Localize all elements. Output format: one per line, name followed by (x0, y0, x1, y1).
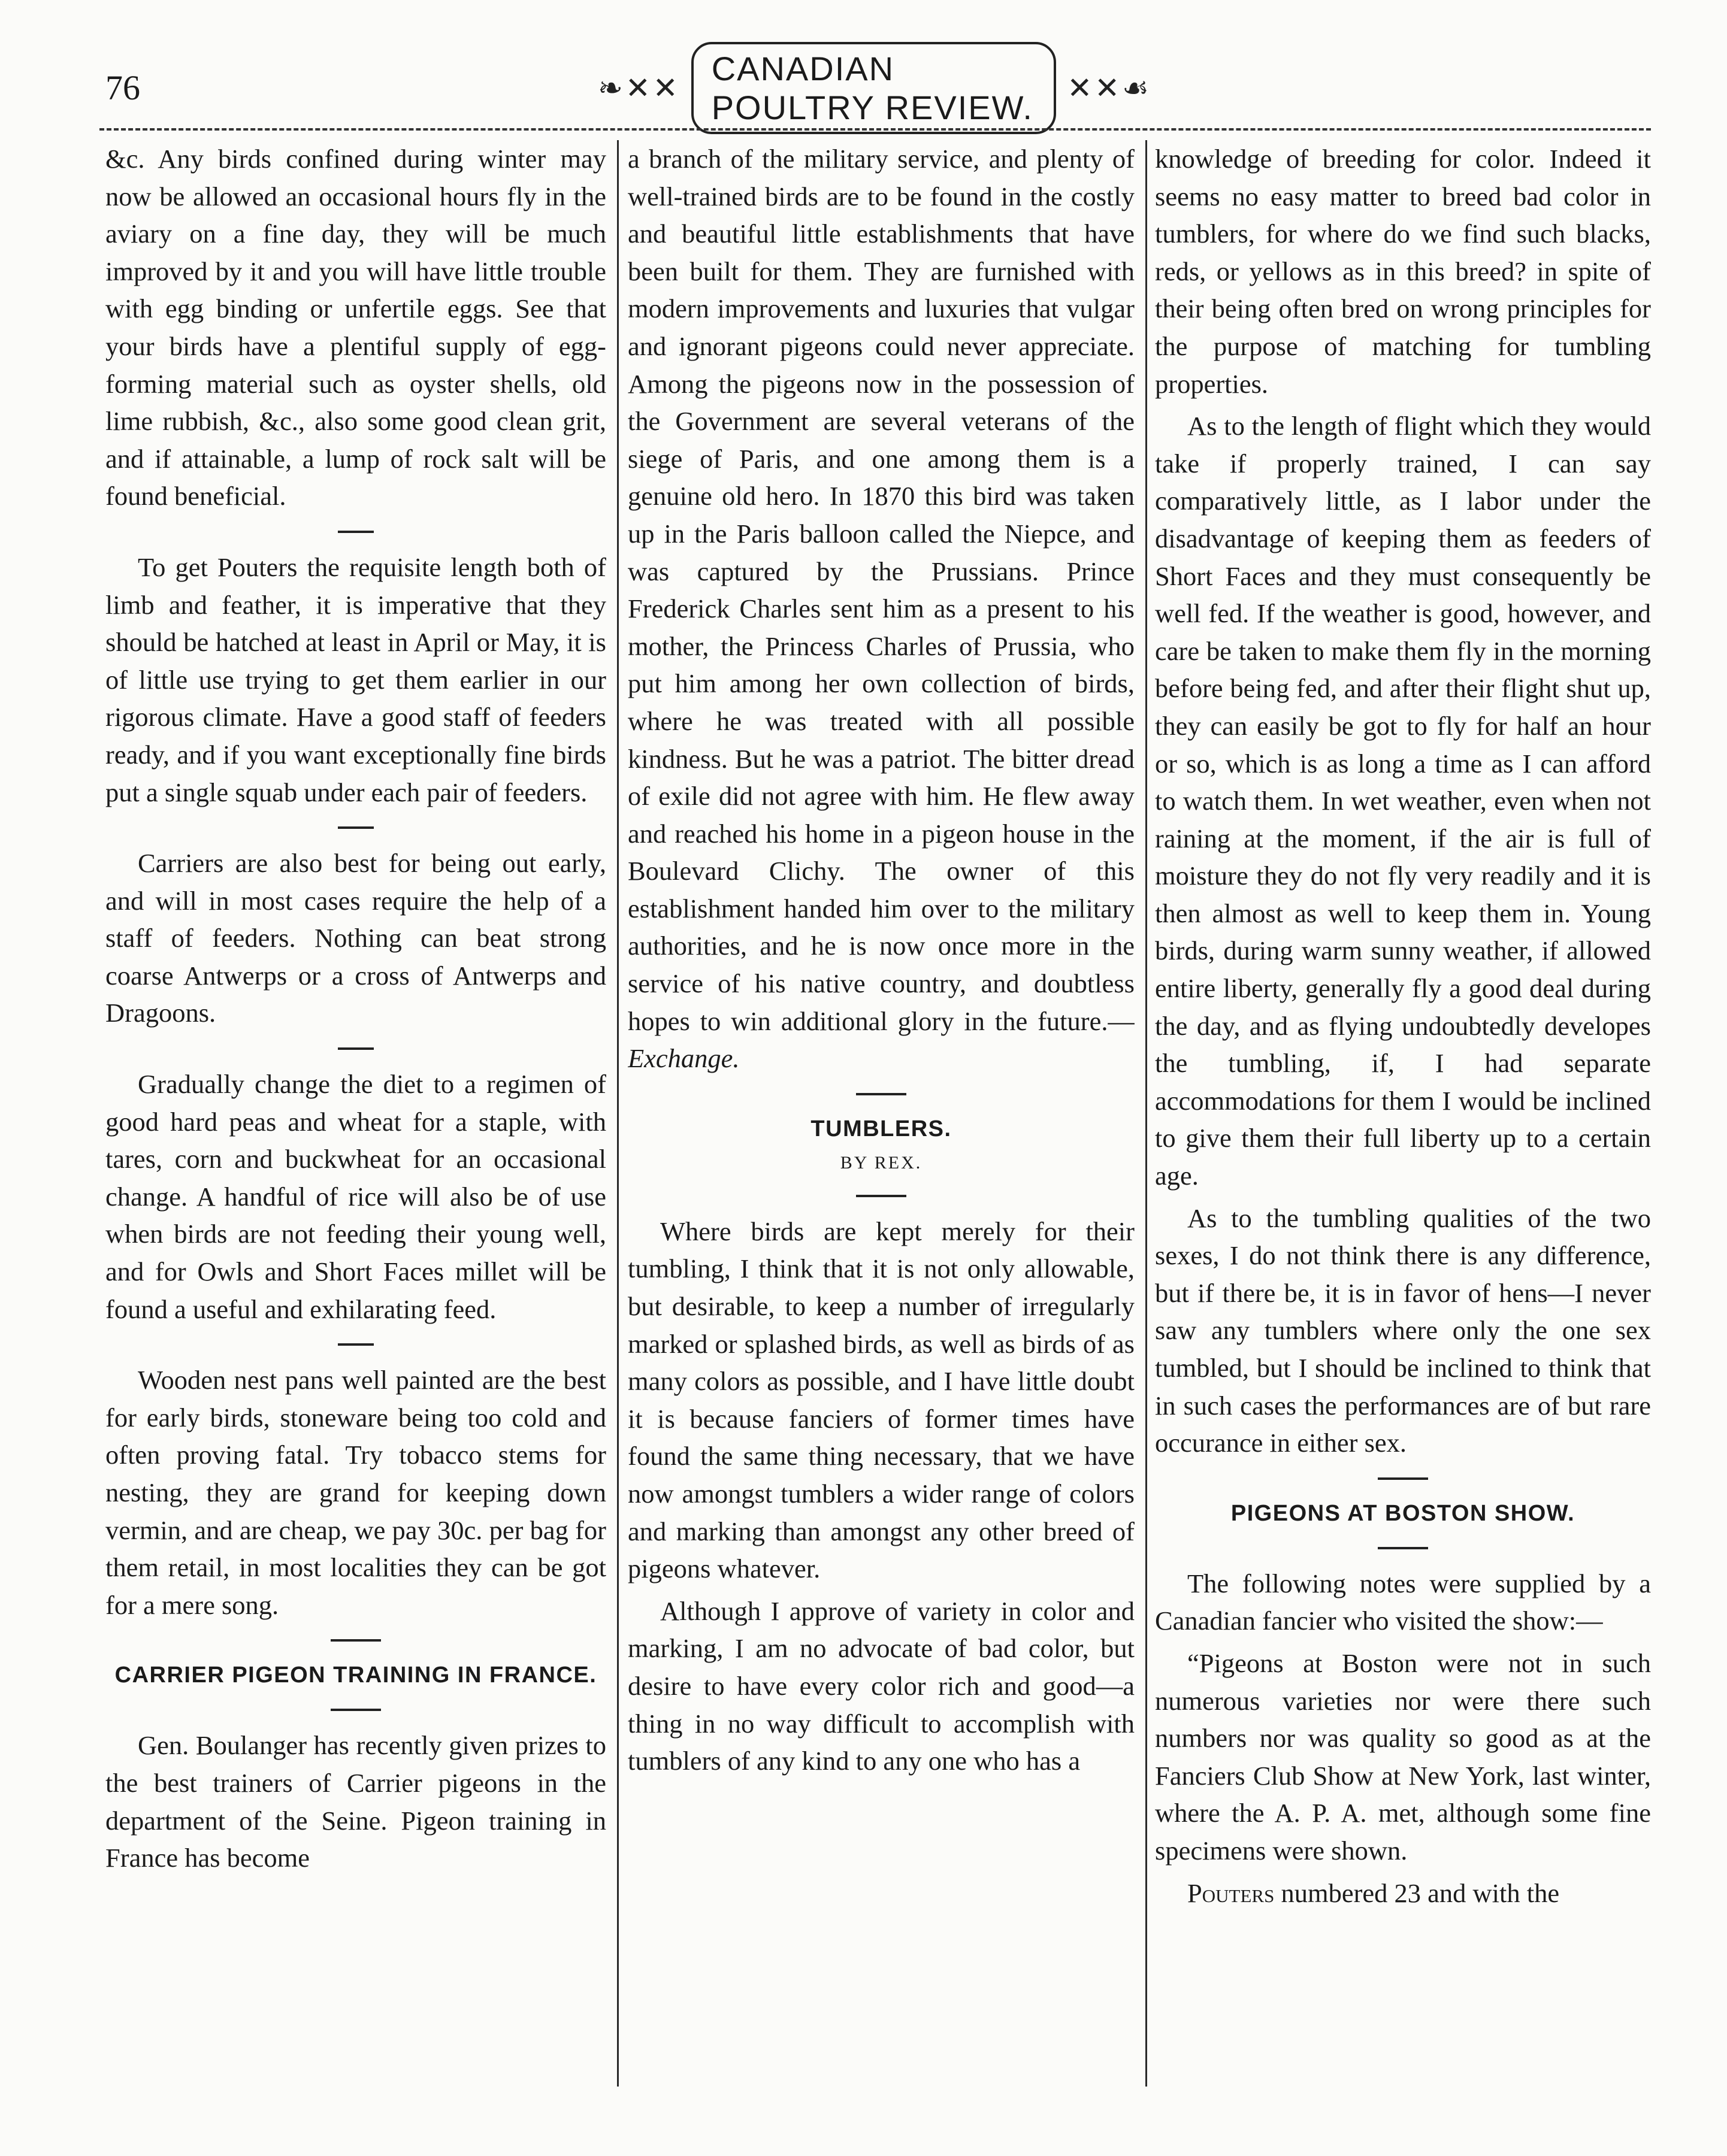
masthead-ornament-left: ❧✕✕ (598, 71, 680, 105)
section-separator (338, 1047, 374, 1050)
section-separator (1378, 1477, 1428, 1480)
page-number: 76 (105, 68, 140, 107)
paragraph: As to the length of flight which they would take if properly trained, I can say comparatively little, as I labor under the disadvantage of keeping them as feeders of Short Faces and they must consequently be well fed. If the weather is good, however, and care be taken to make them fly in the morning before being fed, and after their flight shut up, they can easily be got to fly for half an hour or so, which is as long a time as I can afford to watch them. In wet weather, even when not raining at the moment, if the air is full of moisture they do not fly very readily and it is then almost as well to keep them in. Young birds, during warm sunny weather, if allowed entire liberty, generally fly a good deal during the day, and as flying undoubtedly developes the tumbling, if, I had separate accommodations for them I would be inclined to give them their full liberty up to a certain age. (1155, 411, 1651, 1191)
paragraph: “Pigeons at Boston were not in such numerous varieties nor were there such numbers nor was quality so good as at the Fanciers Club Show at New York, last winter, where the A. P. A. met, although some fine specimens were shown. (1155, 1648, 1651, 1866)
paragraph: To get Pouters the requisite length both of limb and feather, it is imperative that they should be hatched at least in April or May, it is of little use trying to get them earlier in our rigorous climate. Have a good staff of feeders ready, and if you want exceptionally fine birds put a single squab under each pair of feeders. (105, 552, 606, 807)
masthead (587, 50, 1162, 126)
paragraph: Gen. Boulanger has recently given prizes to the best trainers of Carrier pigeons in the department of the Seine. Pigeon training in France has become (105, 1730, 606, 1873)
source-credit: Exchange. (628, 1043, 740, 1074)
publication-title: CANADIAN POULTRY REVIEW. (691, 42, 1057, 134)
byline: BY REX. (840, 1152, 923, 1173)
paragraph: Wooden nest pans well painted are the best for early birds, stoneware being too cold and often proving fatal. Try tobacco stems for nesting, they are grand for keeping down vermin, and are cheap, we pay 30c. per bag for them retail, in most localities they can be got for a mere song. (105, 1365, 606, 1620)
paragraph (1155, 1875, 1651, 1912)
section-separator (1378, 1547, 1428, 1549)
section-separator (331, 1709, 381, 1711)
paragraph-gap (628, 1588, 1135, 1592)
section-separator (338, 826, 374, 829)
paragraph-gap (1155, 1870, 1651, 1875)
paragraph: Gradually change the diet to a regimen of good hard peas and wheat for a staple, with tares, corn and buckwheat for an occasional change. A handful of rice will also be of use when birds are not feeding their young well, and for Owls and Short Faces millet will be found a useful and exhilarating feed. (105, 1069, 606, 1324)
column-divider (1145, 140, 1147, 2087)
column-1 (105, 140, 606, 2128)
section-separator (856, 1093, 906, 1095)
paragraph-gap (1155, 1195, 1651, 1200)
article-heading: PIGEONS AT BOSTON SHOW. (1230, 1500, 1575, 1526)
paragraph: Carriers are also best for being out early, and will in most cases require the help of a staff of feeders. Nothing can beat strong coarse Antwerps or a cross of Antwerps and Dragoons. (105, 848, 606, 1028)
paragraph-text: numbered 23 and with the (1274, 1878, 1560, 1908)
paragraph-gap (1155, 402, 1651, 407)
paragraph: &c. Any birds confined during winter may now be allowed an occasional hours fly in the aviary on a fine day, they will be much improved by it and you will have little trouble with egg binding or unfertile eggs. See that your birds have a plentiful supply of egg-forming material such as oyster shells, old lime rubbish, &c., also some good clean grit, and if attainable, a lump of rock salt will be found beneficial. (105, 144, 606, 511)
paragraph-gap (1155, 1640, 1651, 1645)
article-heading: CARRIER PIGEON TRAINING IN FRANCE. (114, 1663, 597, 1688)
paragraph: Although I approve of variety in color and marking, I am no advocate of bad color, but desire to have every color rich and good—a thing in no way difficult to accomplish with tumblers of any kind to any one who has a (628, 1595, 1135, 1776)
paragraph: The following notes were supplied by a Canadian fancier who visited the show:— (1155, 1568, 1651, 1636)
section-separator (338, 531, 374, 533)
paragraph: knowledge of breeding for color. Indeed it seems no easy matter to breed bad color in tumblers, for where do we find such blacks, reds, or yellows as in this breed? in spite of their being often bred on wrong principles for the purpose of matching for tumbling properties. (1155, 144, 1651, 399)
column-2 (628, 140, 1135, 2128)
paragraph-text: a branch of the military service, and plenty of well-trained birds are to be found in the costly and beautiful little establishments that have been built for them. They are furnished with modern improvements and luxuries that vulgar and ignorant pigeons could never appreciate. Among the pigeons now in the possession of the Government are several veterans of the siege of Paris, and one among them is a genuine old hero. In 1870 this bird was taken up in the Paris balloon called the Niepce, and was captured by the Prussians. Prince Frederick Charles sent him as a present to his mother, the Princess Charles of Prussia, who put him among her own collection of birds, where he was treated with all possible kindness. But he was a patriot. The bitter dread of exile did not agree with him. He flew away and reached his home in a pigeon house in the Boulevard Clichy. The owner of this establishment handed him over to the military authorities, and he is now once more in the service of his native country, and doubtless hopes to win additional glory in the future.— (628, 144, 1135, 1036)
lead-word: Pouters (1187, 1878, 1275, 1908)
section-separator (338, 1343, 374, 1346)
paragraph: Where birds are kept merely for their tumbling, I think that it is not only allowable, but desirable, to keep a number of irregularly marked or splashed birds, as well as birds of as many colors as possible, and I have little doubt it is because fanciers of former times have found the same thing necessary, that we have now amongst tumblers a wider range of colors and marking than amongst any other breed of pigeons whatever. (628, 1216, 1135, 1584)
section-separator (856, 1195, 906, 1197)
column-divider (617, 140, 619, 2087)
header-rule (99, 128, 1651, 131)
paragraph (628, 140, 1135, 1077)
article-heading: TUMBLERS. (810, 1116, 952, 1141)
masthead-ornament-right: ✕✕☙ (1067, 71, 1151, 105)
section-separator (331, 1639, 381, 1642)
paragraph: As to the tumbling qualities of the two sexes, I do not think there is any difference, but if there be, it is in favor of hens—I never saw any tumblers where only the one sex tumbled, but I should be inclined to think that in such cases the performances are of but rare occurance in either sex. (1155, 1203, 1651, 1458)
column-3 (1155, 140, 1651, 2128)
